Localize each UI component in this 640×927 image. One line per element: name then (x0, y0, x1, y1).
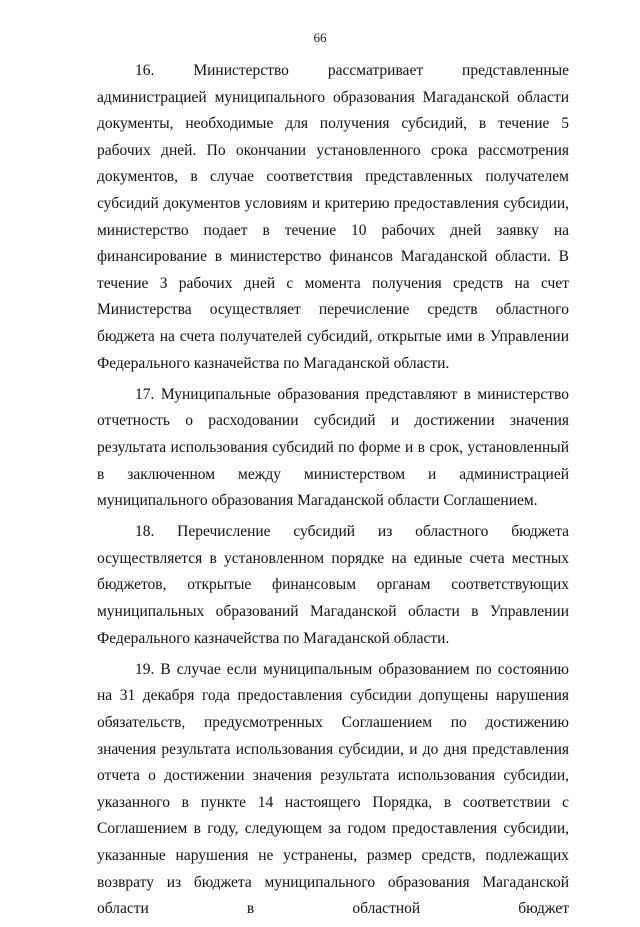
page-number: 66 (313, 30, 327, 45)
document-body (97, 58, 569, 927)
paragraph-17: 17. Муниципальные образования представляют в министерство отчетность о расходовании субсидий и достижении значения результата использования субсидий по форме и в срок, установленный в заключенном между министерством и администрацией муниципального образования Магаданской области Соглашением. (97, 385, 569, 510)
paragraph-18: 18. Перечисление субсидий из областного бюджета осуществляется в установленном порядке на единые счета местных бюджетов, открытые финансовым органам соответствующих муниципальных образований Магаданской области в Управлении Федерального казначейства по Магаданской области. (97, 523, 569, 647)
paragraph-19: 19. В случае если муниципальным образованием по состоянию на 31 декабря года предоставления субсидии допущены нарушения обязательств, предусмотренных Соглашением по достижению значения результата использования субсидии, и до дня представления отчета о достижении значения результата использования субсидии, указанного в пункте 14 настоящего Порядка, в соответствии с Соглашением в году, следующем за годом предоставления субсидии, указанные нарушения не устранены, размер средств, подлежащих возврату из бюджета муниципального образования Магаданской области в областной бюджет (97, 660, 569, 918)
paragraph-16: 16. Министерство рассматривает представленные администрацией муниципального образования Магаданской области документы, необходимые для получения субсидий, в течение 5 рабочих дней. По окончании установленного срока рассмотрения документов, в случае соответствия представленных получателем субсидий документов условиям и критерию предоставления субсидии, министерство подает в течение 10 рабочих дней заявку на финансирование в министерство финансов Магаданской области. В течение 3 рабочих дней с момента получения средств на счет Министерства осуществляет перечисление средств областного бюджета на счета получателей субсидий, открытые ими в Управлении Федерального казначейства по Магаданской области. (97, 62, 569, 372)
